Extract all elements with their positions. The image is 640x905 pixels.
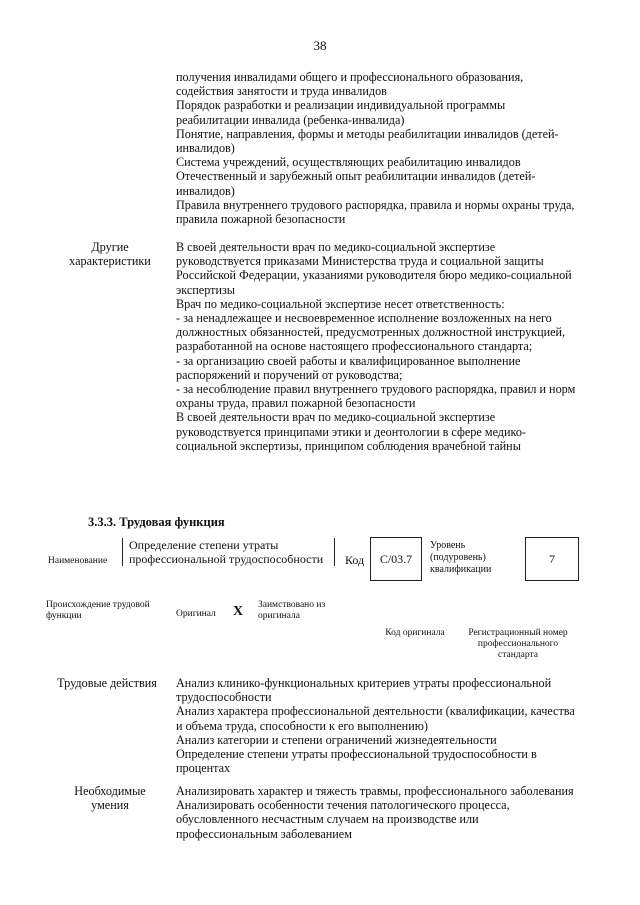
list-item: Определение степени утраты профессиональной трудоспособности в процентах (176, 747, 537, 776)
reg-number-label: Регистрационный номер профессионального стандарта (468, 628, 568, 660)
list-item: Анализ клинико-функциональных критериев утраты профессиональной трудоспособности (176, 676, 552, 705)
paragraph: Правила внутреннего трудового распорядка, правила и нормы охраны труда, правила пожарной безопасности (176, 197, 575, 227)
name-label: Наименование (48, 556, 108, 566)
section-title: 3.3.3. Трудовая функция (88, 515, 225, 529)
level-value: 7 (525, 537, 579, 581)
origin-label: Происхождение трудовой функции (46, 600, 150, 621)
paragraph: Врач по медико-социальной экспертизе несет ответственность: (176, 296, 505, 311)
paragraph: Порядок разработки и реализации индивидуальной программы реабилитации инвалида (ребенка-инвалида) (176, 98, 506, 127)
required-skills-list (176, 784, 576, 841)
other-characteristics-text (176, 240, 576, 453)
paragraph: Понятие, направления, формы и методы реабилитации инвалидов (детей-инвалидов) (176, 126, 559, 156)
original-label: Оригинал (176, 609, 216, 619)
original-mark: X (233, 604, 244, 619)
continuation-text (176, 70, 576, 226)
labor-actions-list (176, 676, 576, 775)
code-label: Код (345, 553, 365, 567)
paragraph: В своей деятельности врач по медико-социальной экспертизе руководствуется приказами Министерства труда и социальной защиты Российской Федерации, указаниями руководителя бюро медико-социальной экспертизы (176, 240, 572, 297)
borrowed-label: Заимствовано из оригинала (258, 600, 326, 621)
paragraph: Отечественный и зарубежный опыт реабилитации инвалидов (детей-инвалидов) (176, 169, 536, 198)
paragraph: получения инвалидами общего и профессионального образования, содействия занятости и труда инвалидов (176, 70, 524, 99)
paragraph: - за организацию своей работы и квалифицированное выполнение распоряжений и поручений от руководства; (176, 353, 521, 382)
list-item: Анализировать характер и тяжесть травмы, профессионального заболевания (176, 784, 574, 798)
other-characteristics-label: Другие характеристики (69, 240, 151, 269)
paragraph: Система учреждений, осуществляющих реабилитацию инвалидов (176, 155, 521, 170)
level-label: Уровень (подуровень) квалификации (430, 540, 492, 575)
labor-actions-label: Трудовые действия (57, 676, 157, 690)
list-item: Анализ характера профессиональной деятельности (квалификации, качества и объема труда, способности к его выполнению) (176, 704, 575, 733)
required-skills-label: Необходимые умения (74, 784, 146, 813)
paragraph: - за ненадлежащее и несвоевременное исполнение возложенных на него должностных обязанностей, предусмотренных должностной инструкцией, разработанной на основе настоящего профессионального стандарта; (176, 311, 566, 354)
page-number: 38 (313, 38, 327, 53)
list-item: Анализ категории и степени ограничений жизнедеятельности (176, 732, 497, 747)
paragraph: В своей деятельности врач по медико-социальной экспертизе руководствуется принципами этики и деонтологии в сфере медико-социальной экспертизы, принципом соблюдения врачебной тайны (176, 410, 526, 453)
paragraph: - за несоблюдение правил внутреннего трудового распорядка, правил и норм охраны труда, правил пожарной безопасности (176, 382, 576, 411)
code-value: С/03.7 (370, 537, 422, 581)
function-name: Определение степени утраты профессиональной трудоспособности (122, 538, 335, 566)
code-original-label: Код оригинала (385, 628, 445, 638)
list-item: Анализировать особенности течения патологического процесса, обусловленного несчастным случаем на производстве или профессиональным заболеванием (176, 798, 510, 841)
